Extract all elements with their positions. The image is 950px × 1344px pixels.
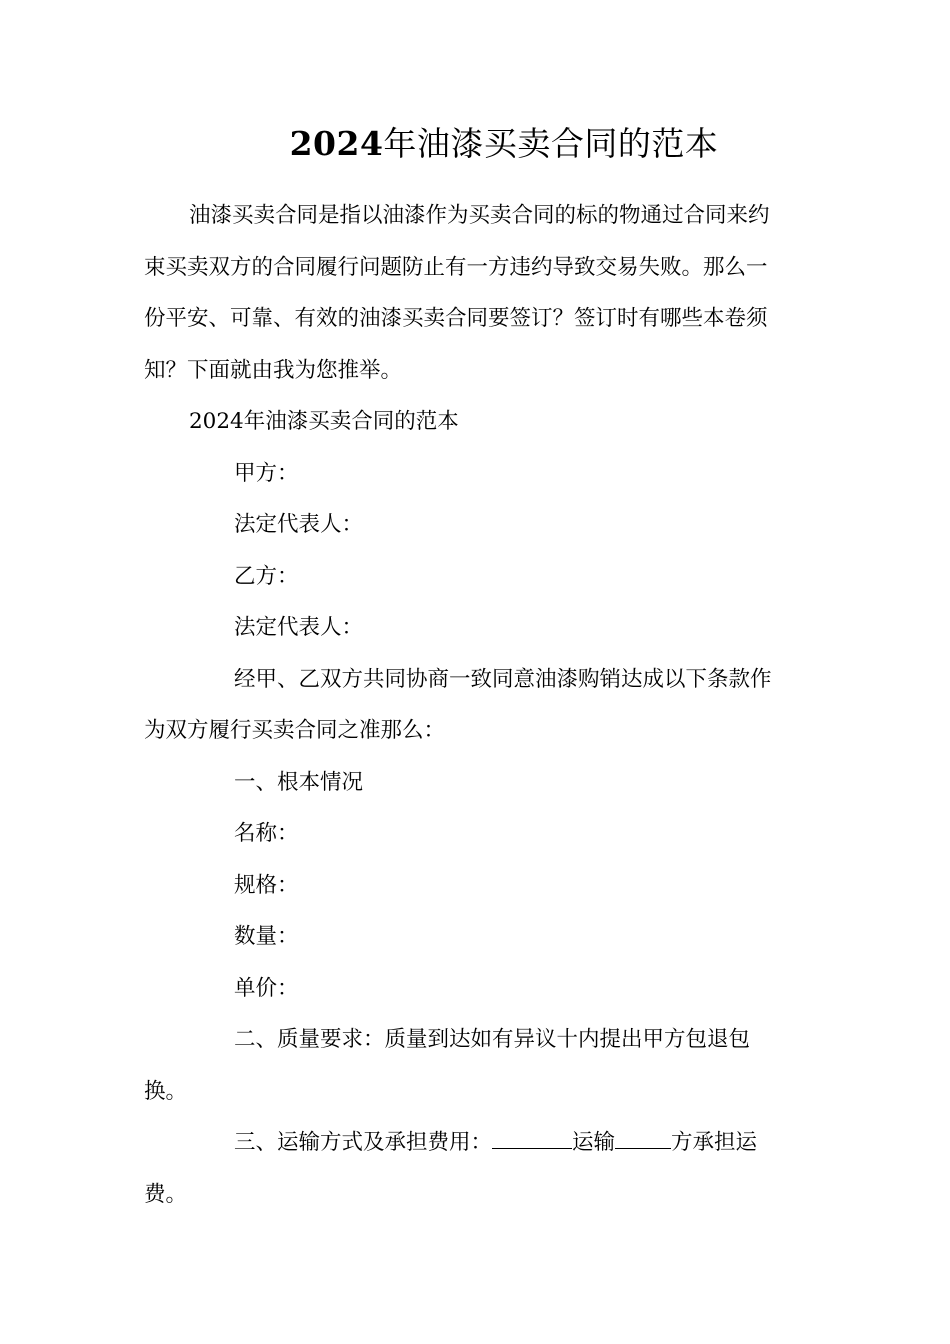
contract-subtitle: 2024年油漆买卖合同的范本 xyxy=(189,409,459,434)
document-body xyxy=(144,190,796,1220)
section-2-line-2: 换。 xyxy=(144,1078,188,1104)
section-3-line-1 xyxy=(144,1117,796,1169)
party-b-representative-label: 法定代表人： xyxy=(234,615,364,640)
party-a-representative-label: 法定代表人： xyxy=(234,512,364,537)
intro-line-4: 知？下面就由我为您推举。 xyxy=(144,357,403,383)
section-1-heading: 一、根本情况 xyxy=(234,769,364,795)
intro-line-2: 束买卖双方的合同履行问题防止有一方违约导致交易失败。那么一 xyxy=(144,254,768,280)
product-name-label: 名称： xyxy=(234,821,299,846)
title-year: 2024 xyxy=(289,124,384,163)
section-3-mid: 运输 xyxy=(572,1130,616,1155)
section-3-prefix: 三、运输方式及承担费用： xyxy=(234,1130,493,1155)
party-a-label: 甲方： xyxy=(234,460,299,486)
document-title xyxy=(0,118,950,170)
agreement-line-2: 为双方履行买卖合同之准那么： xyxy=(144,718,446,743)
product-unit-price-label: 单价： xyxy=(234,975,299,1001)
party-b-label: 乙方： xyxy=(234,563,299,589)
agreement-line-1: 经甲、乙双方共同协商一致同意油漆购销达成以下条款作 xyxy=(234,666,772,692)
freight-party-blank xyxy=(615,1128,671,1149)
section-3-suffix: 方承担运 xyxy=(671,1130,758,1155)
product-spec-label: 规格： xyxy=(234,872,299,898)
section-2-line-1: 二、质量要求：质量到达如有异议十内提出甲方包退包 xyxy=(234,1027,751,1052)
section-3-line-2: 费。 xyxy=(144,1181,188,1207)
intro-line-1: 油漆买卖合同是指以油漆作为买卖合同的标的物通过合同来约 xyxy=(189,203,770,228)
title-text: 年油漆买卖合同的范本 xyxy=(383,124,719,163)
transport-method-blank xyxy=(492,1128,572,1149)
intro-line-3: 份平安、可靠、有效的油漆买卖合同要签订？签订时有哪些本卷须 xyxy=(144,306,768,331)
product-quantity-label: 数量： xyxy=(234,924,299,949)
